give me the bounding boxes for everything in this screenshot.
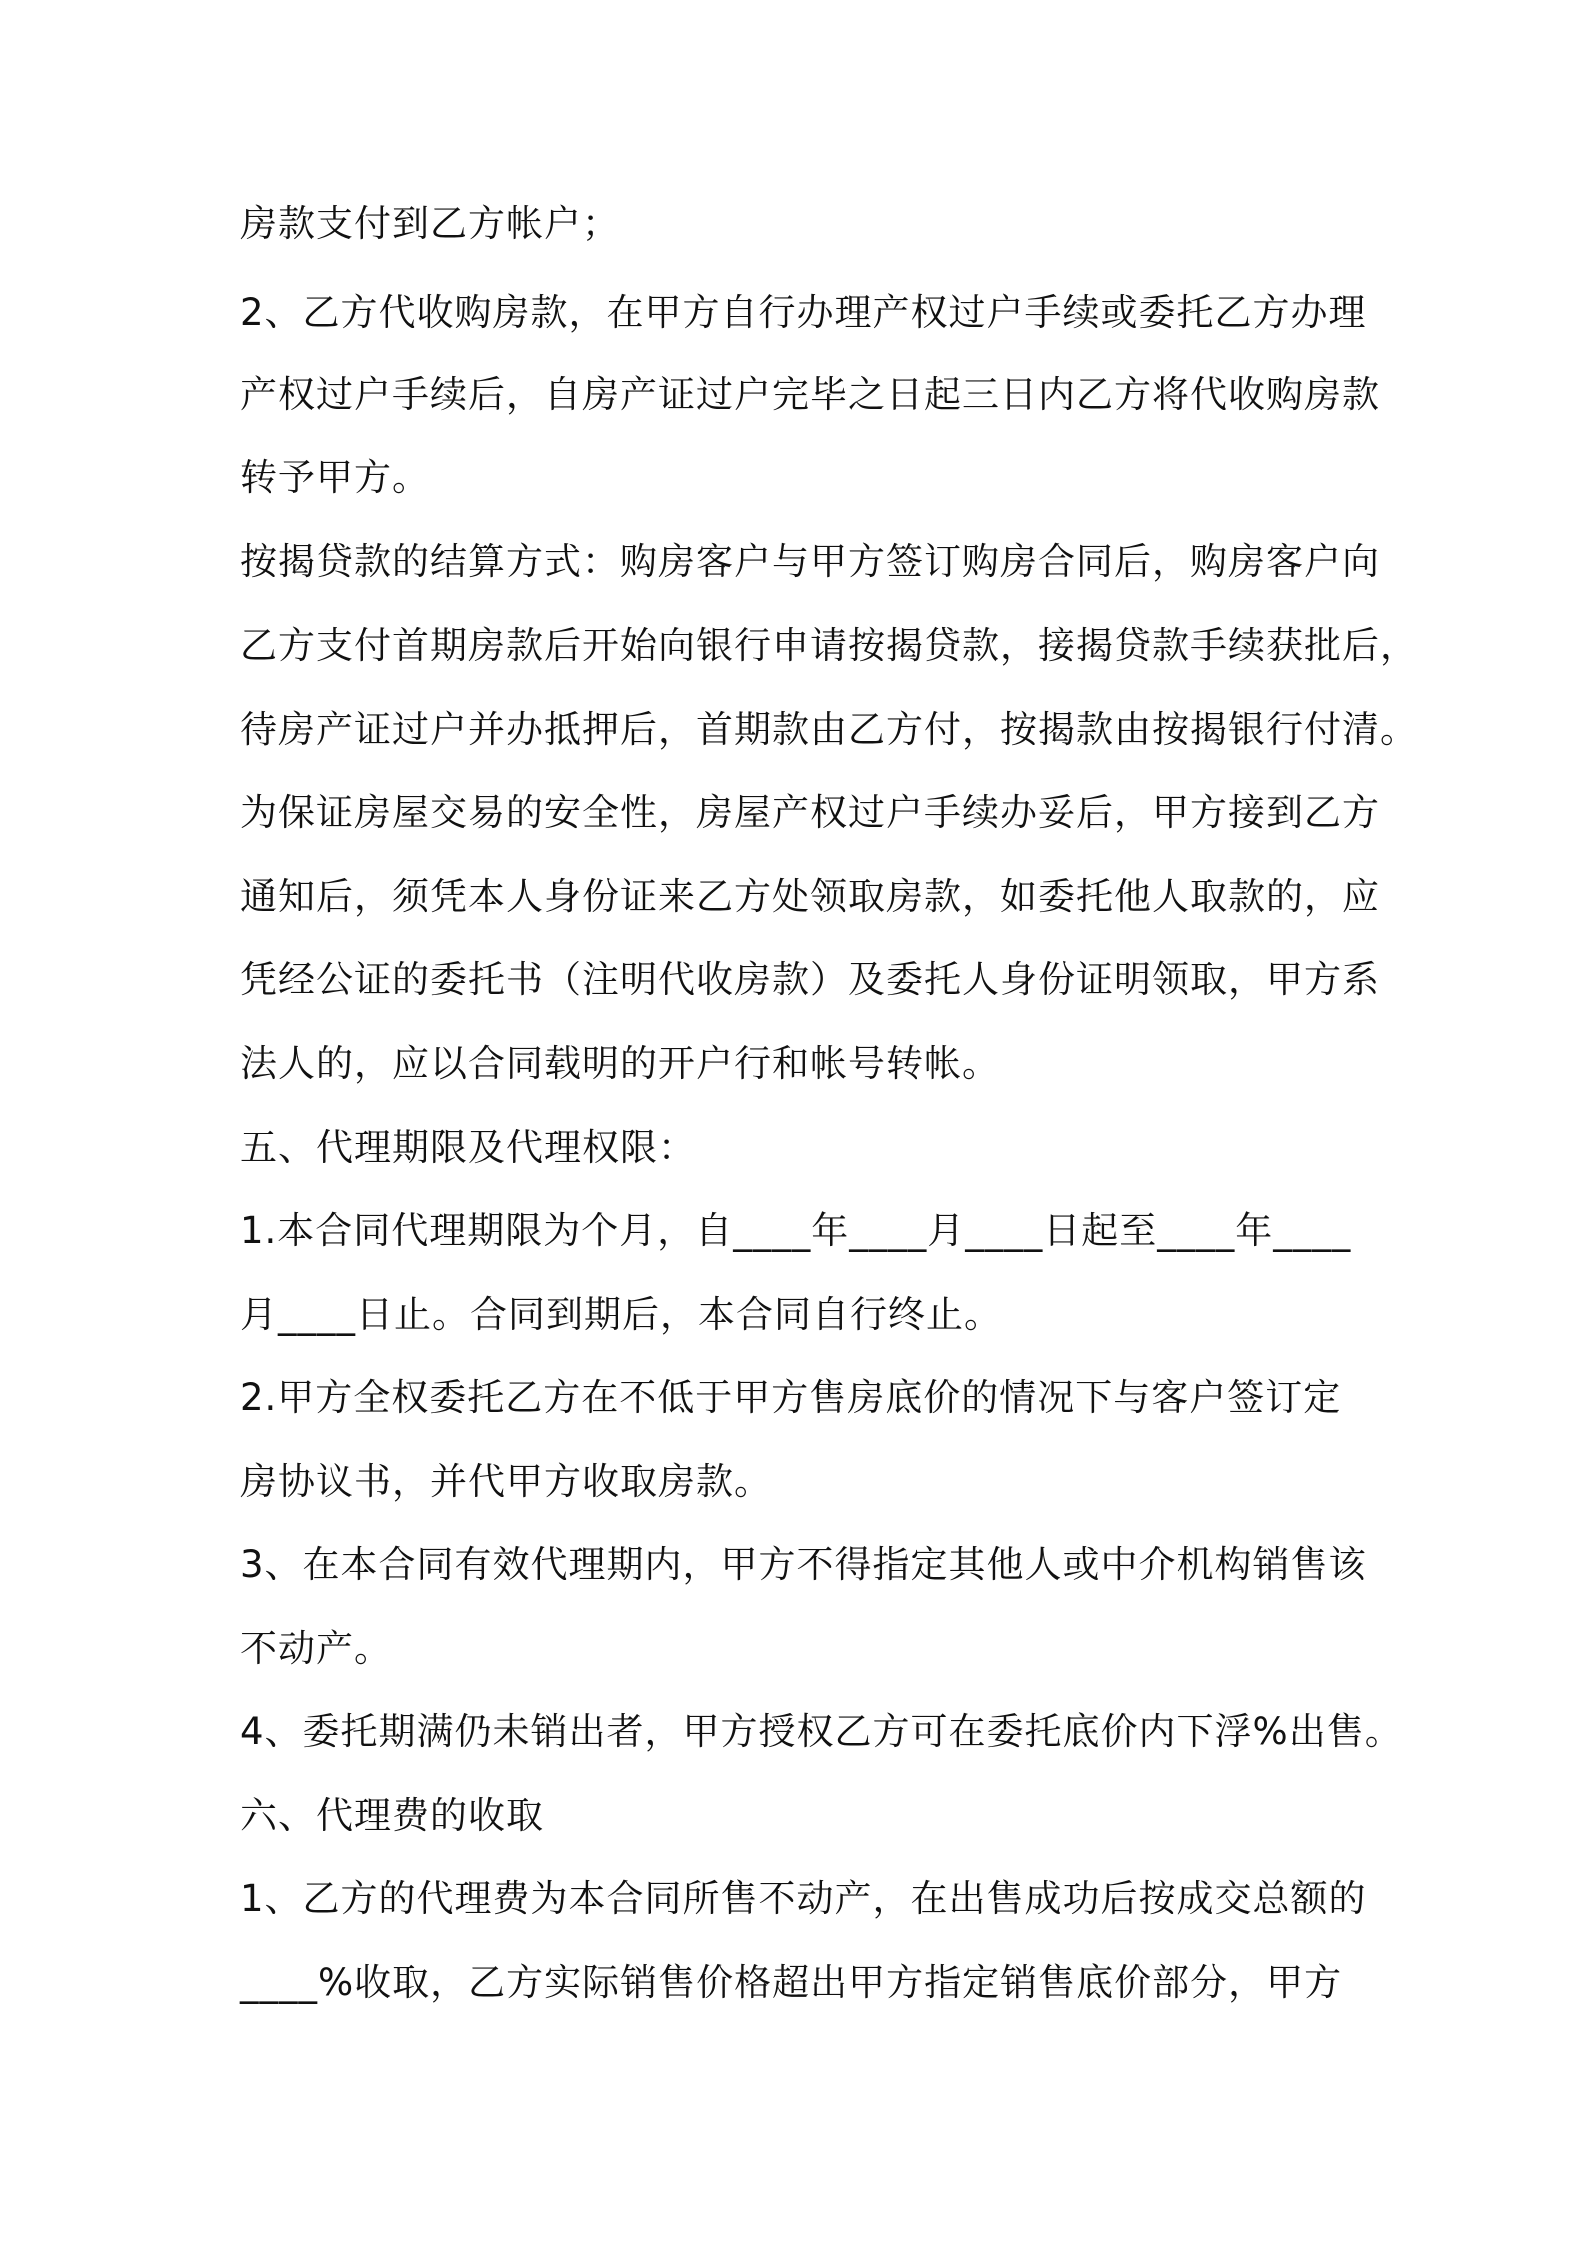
text-line: 待房产证过户并办抵押后，首期款由乙方付，按揭款由按揭银行付清。 [240,708,1418,751]
text-line: 不动产。 [240,1627,392,1670]
text-line: 4、委托期满仍未销出者，甲方授权乙方可在委托底价内下浮%出售。 [240,1710,1403,1753]
text-line: 按揭贷款的结算方式：购房客户与甲方签订购房合同后，购房客户向 [240,540,1380,583]
section-heading: 六、代理费的收取 [240,1794,544,1837]
text-line: 2.甲方全权委托乙方在不低于甲方售房底价的情况下与客户签订定 [240,1376,1342,1419]
section-heading: 五、代理期限及代理权限： [240,1126,696,1169]
text-line: 2、乙方代收购房款，在甲方自行办理产权过户手续或委托乙方办理 [240,291,1367,334]
text-line: 房款支付到乙方帐户； [240,202,620,245]
text-line: 1、乙方的代理费为本合同所售不动产，在出售成功后按成交总额的 [240,1877,1367,1920]
text-line: 通知后，须凭本人身份证来乙方处领取房款，如委托他人取款的，应 [240,875,1380,918]
text-line: 转予甲方。 [240,456,430,499]
text-line: 乙方支付首期房款后开始向银行申请按揭贷款，接揭贷款手续获批后， [240,624,1418,667]
text-line: 产权过户手续后，自房产证过户完毕之日起三日内乙方将代收购房款 [240,373,1380,416]
text-line: 3、在本合同有效代理期内，甲方不得指定其他人或中介机构销售该 [240,1543,1367,1586]
text-line: 房协议书，并代甲方收取房款。 [240,1460,772,1503]
text-line: 月____日止。合同到期后，本合同自行终止。 [240,1293,1002,1336]
text-line: 凭经公证的委托书（注明代收房款）及委托人身份证明领取，甲方系 [240,958,1380,1001]
text-line: 为保证房屋交易的安全性，房屋产权过户手续办妥后，甲方接到乙方 [240,791,1380,834]
text-line: ____%收取，乙方实际销售价格超出甲方指定销售底价部分，甲方 [240,1961,1343,2004]
text-line: 1.本合同代理期限为个月，自____年____月____日起至____年____ [240,1209,1352,1252]
text-line: 法人的，应以合同载明的开户行和帐号转帐。 [240,1042,1000,1085]
